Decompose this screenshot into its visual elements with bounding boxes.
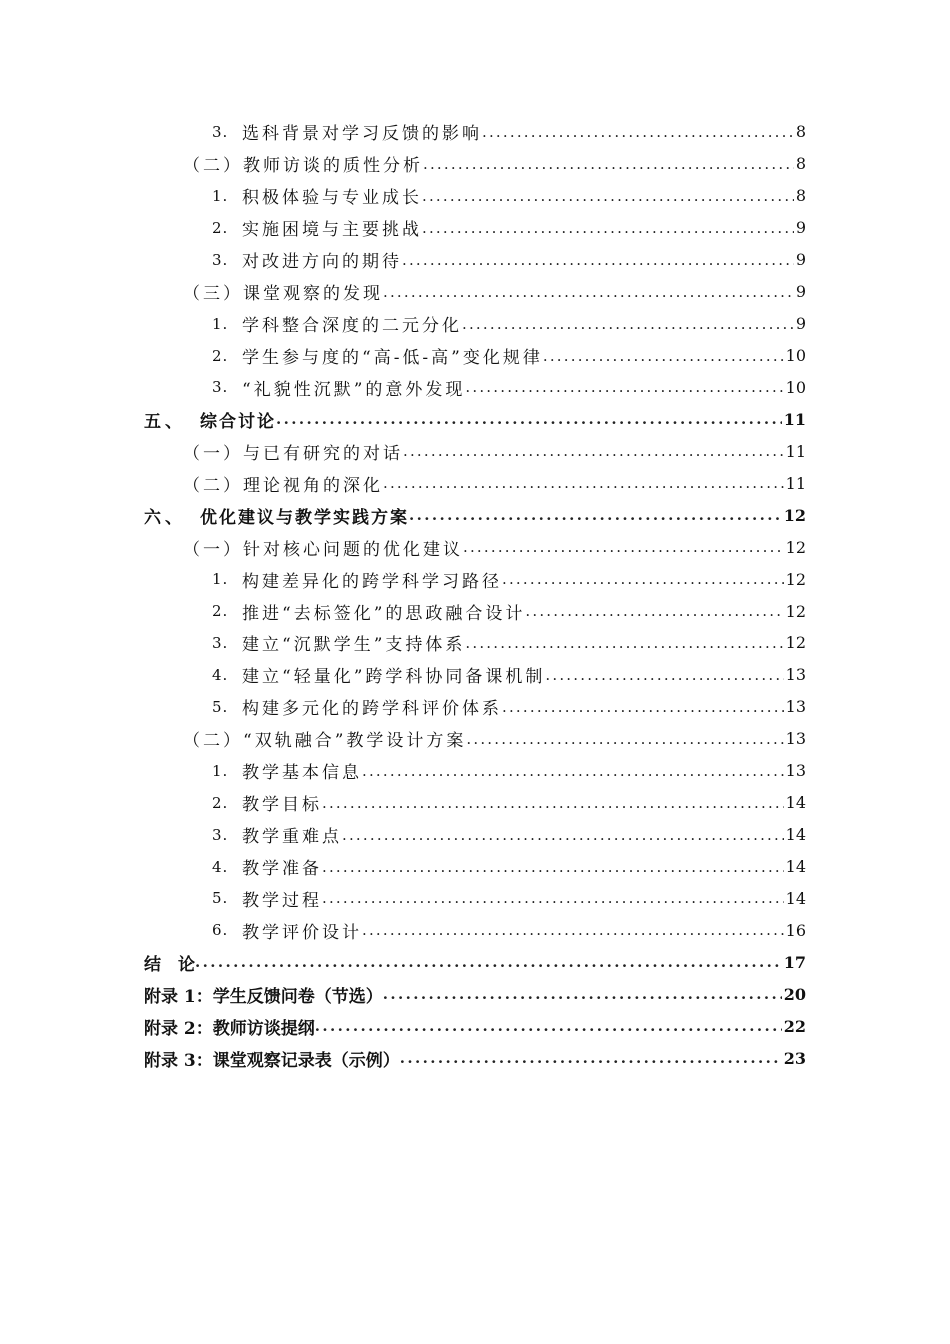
toc-entry-title: 教学基本信息 xyxy=(242,763,362,784)
toc-entry[interactable] xyxy=(0,212,950,244)
toc-entry[interactable] xyxy=(0,340,950,372)
toc-entry-title: 综合讨论 xyxy=(200,411,276,432)
toc-dot-leader xyxy=(342,826,784,844)
toc-dot-leader xyxy=(409,506,782,524)
toc-dot-leader xyxy=(403,442,784,460)
toc-entry-title: 推进“去标签化”的思政融合设计 xyxy=(242,603,526,624)
toc-dot-leader xyxy=(502,698,784,716)
toc-entry-title: （二）教师访谈的质性分析 xyxy=(183,156,423,177)
toc-entry-page-number: 23 xyxy=(783,1048,806,1068)
toc-entry-page-number: 14 xyxy=(785,857,806,877)
toc-entry-number: 2. xyxy=(212,218,229,237)
toc-dot-leader xyxy=(462,315,794,333)
toc-entry-number: 3. xyxy=(212,250,229,269)
toc-entry[interactable] xyxy=(0,499,950,531)
toc-entry-title: 实施困境与主要挑战 xyxy=(242,220,422,241)
toc-dot-leader xyxy=(322,889,784,907)
toc-entry-title: 教学过程 xyxy=(242,890,322,911)
toc-entry-title: （一）针对核心问题的优化建议 xyxy=(183,539,463,560)
toc-dot-leader xyxy=(383,283,794,301)
toc-dot-leader xyxy=(465,634,783,652)
toc-entry-title: 学科整合深度的二元分化 xyxy=(242,316,462,337)
toc-entry-number: 1. xyxy=(212,761,229,780)
toc-entry-number: 3. xyxy=(212,825,229,844)
toc-entry-title: （一）与已有研究的对话 xyxy=(183,443,403,464)
toc-entry[interactable] xyxy=(0,467,950,499)
toc-entry-page-number: 14 xyxy=(785,793,806,813)
toc-entry-page-number: 12 xyxy=(783,505,806,525)
toc-entry[interactable] xyxy=(0,723,950,755)
toc-entry-page-number: 12 xyxy=(785,569,806,589)
toc-entry[interactable] xyxy=(0,276,950,308)
toc-entry[interactable] xyxy=(0,531,950,563)
toc-entry-number: 4. xyxy=(212,857,229,876)
toc-dot-leader xyxy=(463,538,784,556)
toc-dot-leader xyxy=(465,378,783,396)
toc-dot-leader xyxy=(423,155,794,173)
toc-entry-page-number: 14 xyxy=(785,888,806,908)
toc-entry-title: 结 论 xyxy=(144,954,195,975)
toc-entry[interactable] xyxy=(0,244,950,276)
toc-dot-leader xyxy=(195,953,782,971)
toc-entry-page-number: 10 xyxy=(785,377,806,397)
toc-entry-title: 构建差异化的跨学科学习路径 xyxy=(242,571,502,592)
toc-entry-page-number: 8 xyxy=(795,154,806,174)
toc-entry-title: 附录 3：课堂观察记录表（示例） xyxy=(144,1050,400,1071)
toc-entry-page-number: 16 xyxy=(785,920,806,940)
toc-dot-leader xyxy=(383,474,784,492)
toc-entry-title: （二）“双轨融合”教学设计方案 xyxy=(183,731,467,752)
toc-entry-number: 5. xyxy=(212,697,229,716)
toc-entry-number: 4. xyxy=(212,665,229,684)
toc-entry[interactable] xyxy=(0,627,950,659)
toc-entry-title: 学生参与度的“高-低-高”变化规律 xyxy=(242,348,543,369)
toc-dot-leader xyxy=(315,1017,782,1035)
toc-dot-leader xyxy=(422,187,794,205)
toc-entry-title: 选科背景对学习反馈的影响 xyxy=(242,124,482,145)
toc-entry-number: 2. xyxy=(212,346,229,365)
toc-dot-leader xyxy=(402,251,794,269)
toc-entry-number: 3. xyxy=(212,378,229,397)
toc-entry-title: 教学准备 xyxy=(242,859,322,880)
toc-entry[interactable] xyxy=(0,851,950,883)
toc-entry-page-number: 12 xyxy=(785,633,806,653)
toc-entry[interactable] xyxy=(0,435,950,467)
toc-entry-page-number: 13 xyxy=(785,697,806,717)
toc-dot-leader xyxy=(400,1049,782,1067)
toc-entry-number: 1. xyxy=(212,314,229,333)
toc-entry-page-number: 12 xyxy=(785,537,806,557)
toc-entry-number: 3. xyxy=(212,633,229,652)
toc-entry-page-number: 13 xyxy=(785,761,806,781)
toc-entry-page-number: 11 xyxy=(785,473,806,493)
toc-entry-title: 积极体验与专业成长 xyxy=(242,188,422,209)
toc-entry[interactable] xyxy=(0,946,950,978)
toc-entry[interactable] xyxy=(0,308,950,340)
toc-entry[interactable] xyxy=(0,563,950,595)
toc-entry[interactable] xyxy=(0,372,950,404)
toc-entry-title: 教学目标 xyxy=(242,795,322,816)
toc-entry-page-number: 9 xyxy=(795,218,806,238)
toc-entry-number: 六、 xyxy=(144,507,186,528)
toc-entry-title: 优化建议与教学实践方案 xyxy=(200,507,409,528)
toc-entry-number: 1. xyxy=(212,186,229,205)
toc-entry[interactable] xyxy=(0,659,950,691)
toc-dot-leader xyxy=(322,794,784,812)
toc-dot-leader xyxy=(383,985,782,1003)
toc-entry-page-number: 14 xyxy=(785,825,806,845)
toc-entry-number: 3. xyxy=(212,122,229,141)
toc-entry-page-number: 9 xyxy=(795,314,806,334)
toc-entry-title: 教学评价设计 xyxy=(242,922,362,943)
toc-dot-leader xyxy=(466,730,783,748)
toc-entry[interactable] xyxy=(0,787,950,819)
toc-entry-page-number: 8 xyxy=(795,122,806,142)
toc-entry-number: 5. xyxy=(212,889,229,908)
toc-entry-title: （二）理论视角的深化 xyxy=(183,475,383,496)
toc-entry-number: 6. xyxy=(212,921,229,940)
toc-entry-page-number: 20 xyxy=(783,984,806,1004)
toc-dot-leader xyxy=(362,921,784,939)
toc-entry-number: 2. xyxy=(212,793,229,812)
toc-entry[interactable] xyxy=(0,819,950,851)
toc-entry[interactable] xyxy=(0,978,950,1010)
toc-entry-title: 附录 1：学生反馈问卷（节选） xyxy=(144,986,383,1007)
toc-dot-leader xyxy=(482,123,794,141)
toc-entry[interactable] xyxy=(0,691,950,723)
toc-entry-page-number: 22 xyxy=(783,1016,806,1036)
toc-entry-page-number: 11 xyxy=(783,409,806,429)
toc-entry-title: 建立“轻量化”跨学科协同备课机制 xyxy=(242,667,546,688)
toc-entry-number: 五、 xyxy=(144,411,186,432)
toc-entry-page-number: 9 xyxy=(795,282,806,302)
toc-entry[interactable] xyxy=(0,148,950,180)
toc-entry-title: 对改进方向的期待 xyxy=(242,252,402,273)
toc-dot-leader xyxy=(422,219,794,237)
toc-entry[interactable] xyxy=(0,914,950,946)
toc-entry-title: “礼貌性沉默”的意外发现 xyxy=(242,379,466,400)
toc-entry-page-number: 13 xyxy=(785,665,806,685)
toc-entry-page-number: 9 xyxy=(795,250,806,270)
toc-entry[interactable] xyxy=(0,1010,950,1042)
toc-entry-page-number: 10 xyxy=(785,346,806,366)
toc-entry-page-number: 11 xyxy=(785,441,806,461)
toc-dot-leader xyxy=(502,570,784,588)
toc-entry-page-number: 12 xyxy=(785,601,806,621)
toc-dot-leader xyxy=(362,762,784,780)
toc-entry[interactable] xyxy=(0,180,950,212)
toc-entry-page-number: 8 xyxy=(795,186,806,206)
toc-entry-page-number: 13 xyxy=(785,729,806,749)
toc-entry-title: 附录 2：教师访谈提纲 xyxy=(144,1018,315,1039)
toc-entry-number: 2. xyxy=(212,602,229,621)
toc-entry-title: 教学重难点 xyxy=(242,827,342,848)
toc-dot-leader xyxy=(545,666,783,684)
toc-entry[interactable] xyxy=(0,755,950,787)
toc-entry[interactable] xyxy=(0,403,950,435)
toc-entry[interactable] xyxy=(0,116,950,148)
toc-entry-page-number: 17 xyxy=(783,952,806,972)
toc-dot-leader xyxy=(525,602,783,620)
toc-entry-title: 构建多元化的跨学科评价体系 xyxy=(242,699,502,720)
toc-entry-title: 建立“沉默学生”支持体系 xyxy=(242,635,466,656)
toc-entry-number: 1. xyxy=(212,570,229,589)
toc-dot-leader xyxy=(276,410,782,428)
table-of-contents xyxy=(0,116,950,1074)
toc-entry[interactable] xyxy=(0,1042,950,1074)
toc-dot-leader xyxy=(543,347,784,365)
toc-dot-leader xyxy=(322,858,784,876)
toc-entry[interactable] xyxy=(0,595,950,627)
toc-entry[interactable] xyxy=(0,883,950,915)
toc-entry-title: （三）课堂观察的发现 xyxy=(183,284,383,305)
